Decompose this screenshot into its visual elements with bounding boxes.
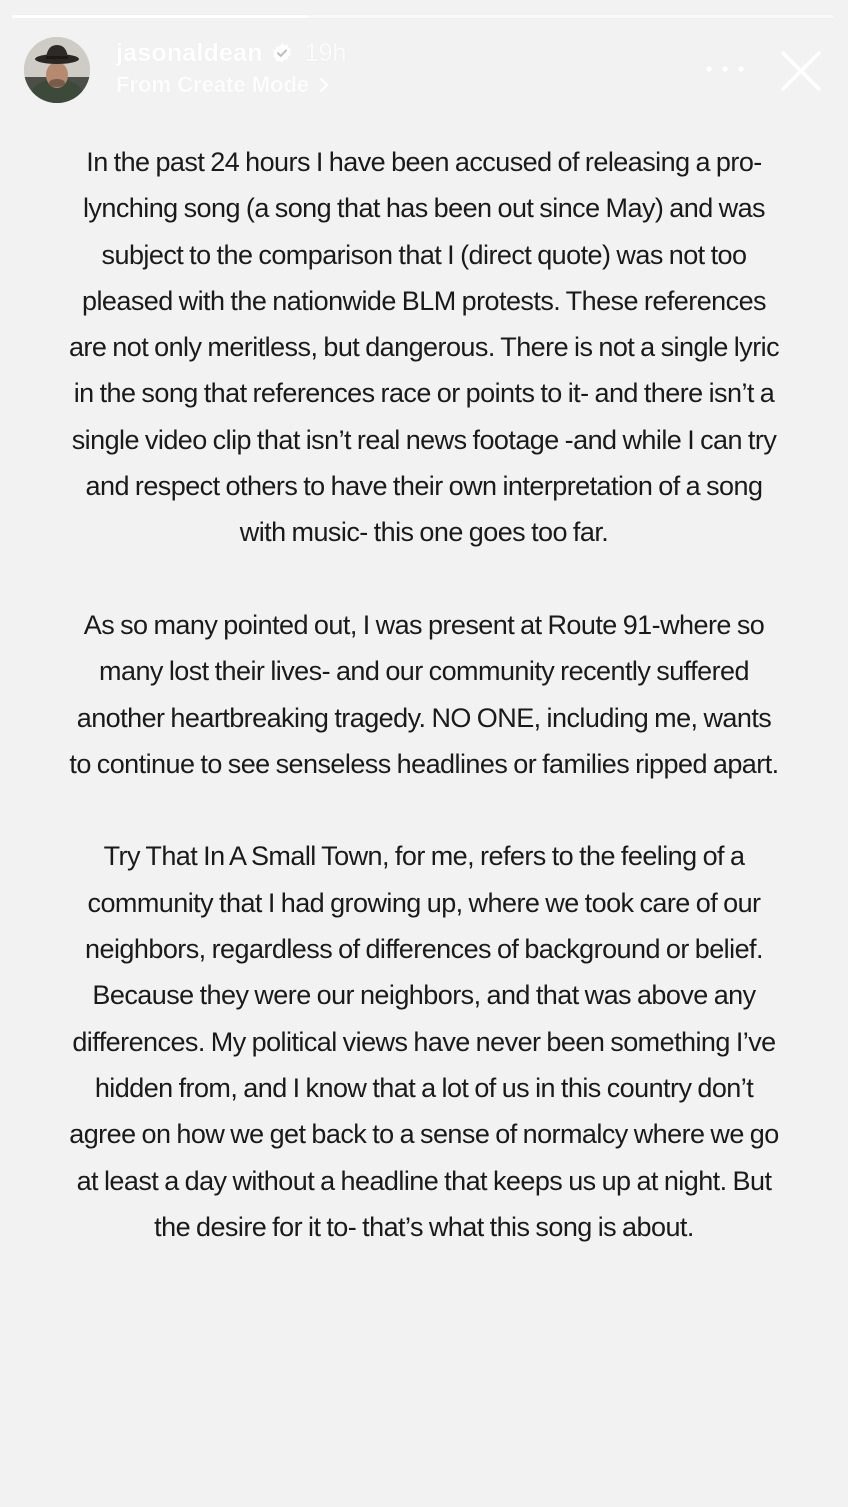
story-progress-bar bbox=[12, 15, 834, 18]
more-dot bbox=[706, 66, 712, 72]
avatar[interactable] bbox=[24, 37, 90, 103]
more-options-icon[interactable] bbox=[706, 56, 744, 82]
story-header bbox=[24, 34, 832, 106]
statement-paragraph: Try That In A Small Town, for me, refers to the feeling of a community that I had growing up, where we took care of our neighbors, regardless of differences of background or belief. Because they were our neighbors, and that was above any differences. My political views have never been something I’ve hidden from, and I know that a lot of us in this country don’t agree on how we get back to a sense of normalcy where we go at least a day without a headline that keeps us up at night. But the desire for it to- that’s what this song is about. bbox=[69, 841, 779, 1242]
create-mode-label: From Create Mode bbox=[116, 72, 310, 97]
username[interactable]: jasonaldean bbox=[116, 38, 263, 67]
story-statement-text bbox=[66, 139, 782, 1296]
more-dot bbox=[738, 66, 744, 72]
more-dot bbox=[722, 66, 728, 72]
create-mode-link[interactable] bbox=[116, 72, 346, 98]
story-progress-fill bbox=[12, 15, 308, 18]
verified-badge-icon bbox=[271, 42, 293, 64]
chevron-right-icon bbox=[318, 77, 330, 93]
close-icon[interactable] bbox=[778, 48, 824, 94]
user-info bbox=[116, 36, 346, 98]
story-timestamp: 19h bbox=[304, 38, 347, 67]
name-row bbox=[116, 36, 346, 70]
statement-paragraph: In the past 24 hours I have been accused of releasing a pro-lynching song (a song that has been out since May) and was subject to the comparison that I (direct quote) was not too pleased with the nationwide BLM protests. These references are not only meritless, but dangerous. There is not a single lyric in the song that references race or points to it- and there isn’t a single video clip that isn’t real news footage -and while I can try and respect others to have their own interpretation of a song with music- this one goes too far. bbox=[68, 147, 780, 548]
statement-paragraph: As so many pointed out, I was present at Route 91-where so many lost their lives- and our community recently suffered another heartbreaking tragedy. NO ONE, including me, wants to continue to see senseless headlines or families ripped apart. bbox=[69, 609, 779, 779]
